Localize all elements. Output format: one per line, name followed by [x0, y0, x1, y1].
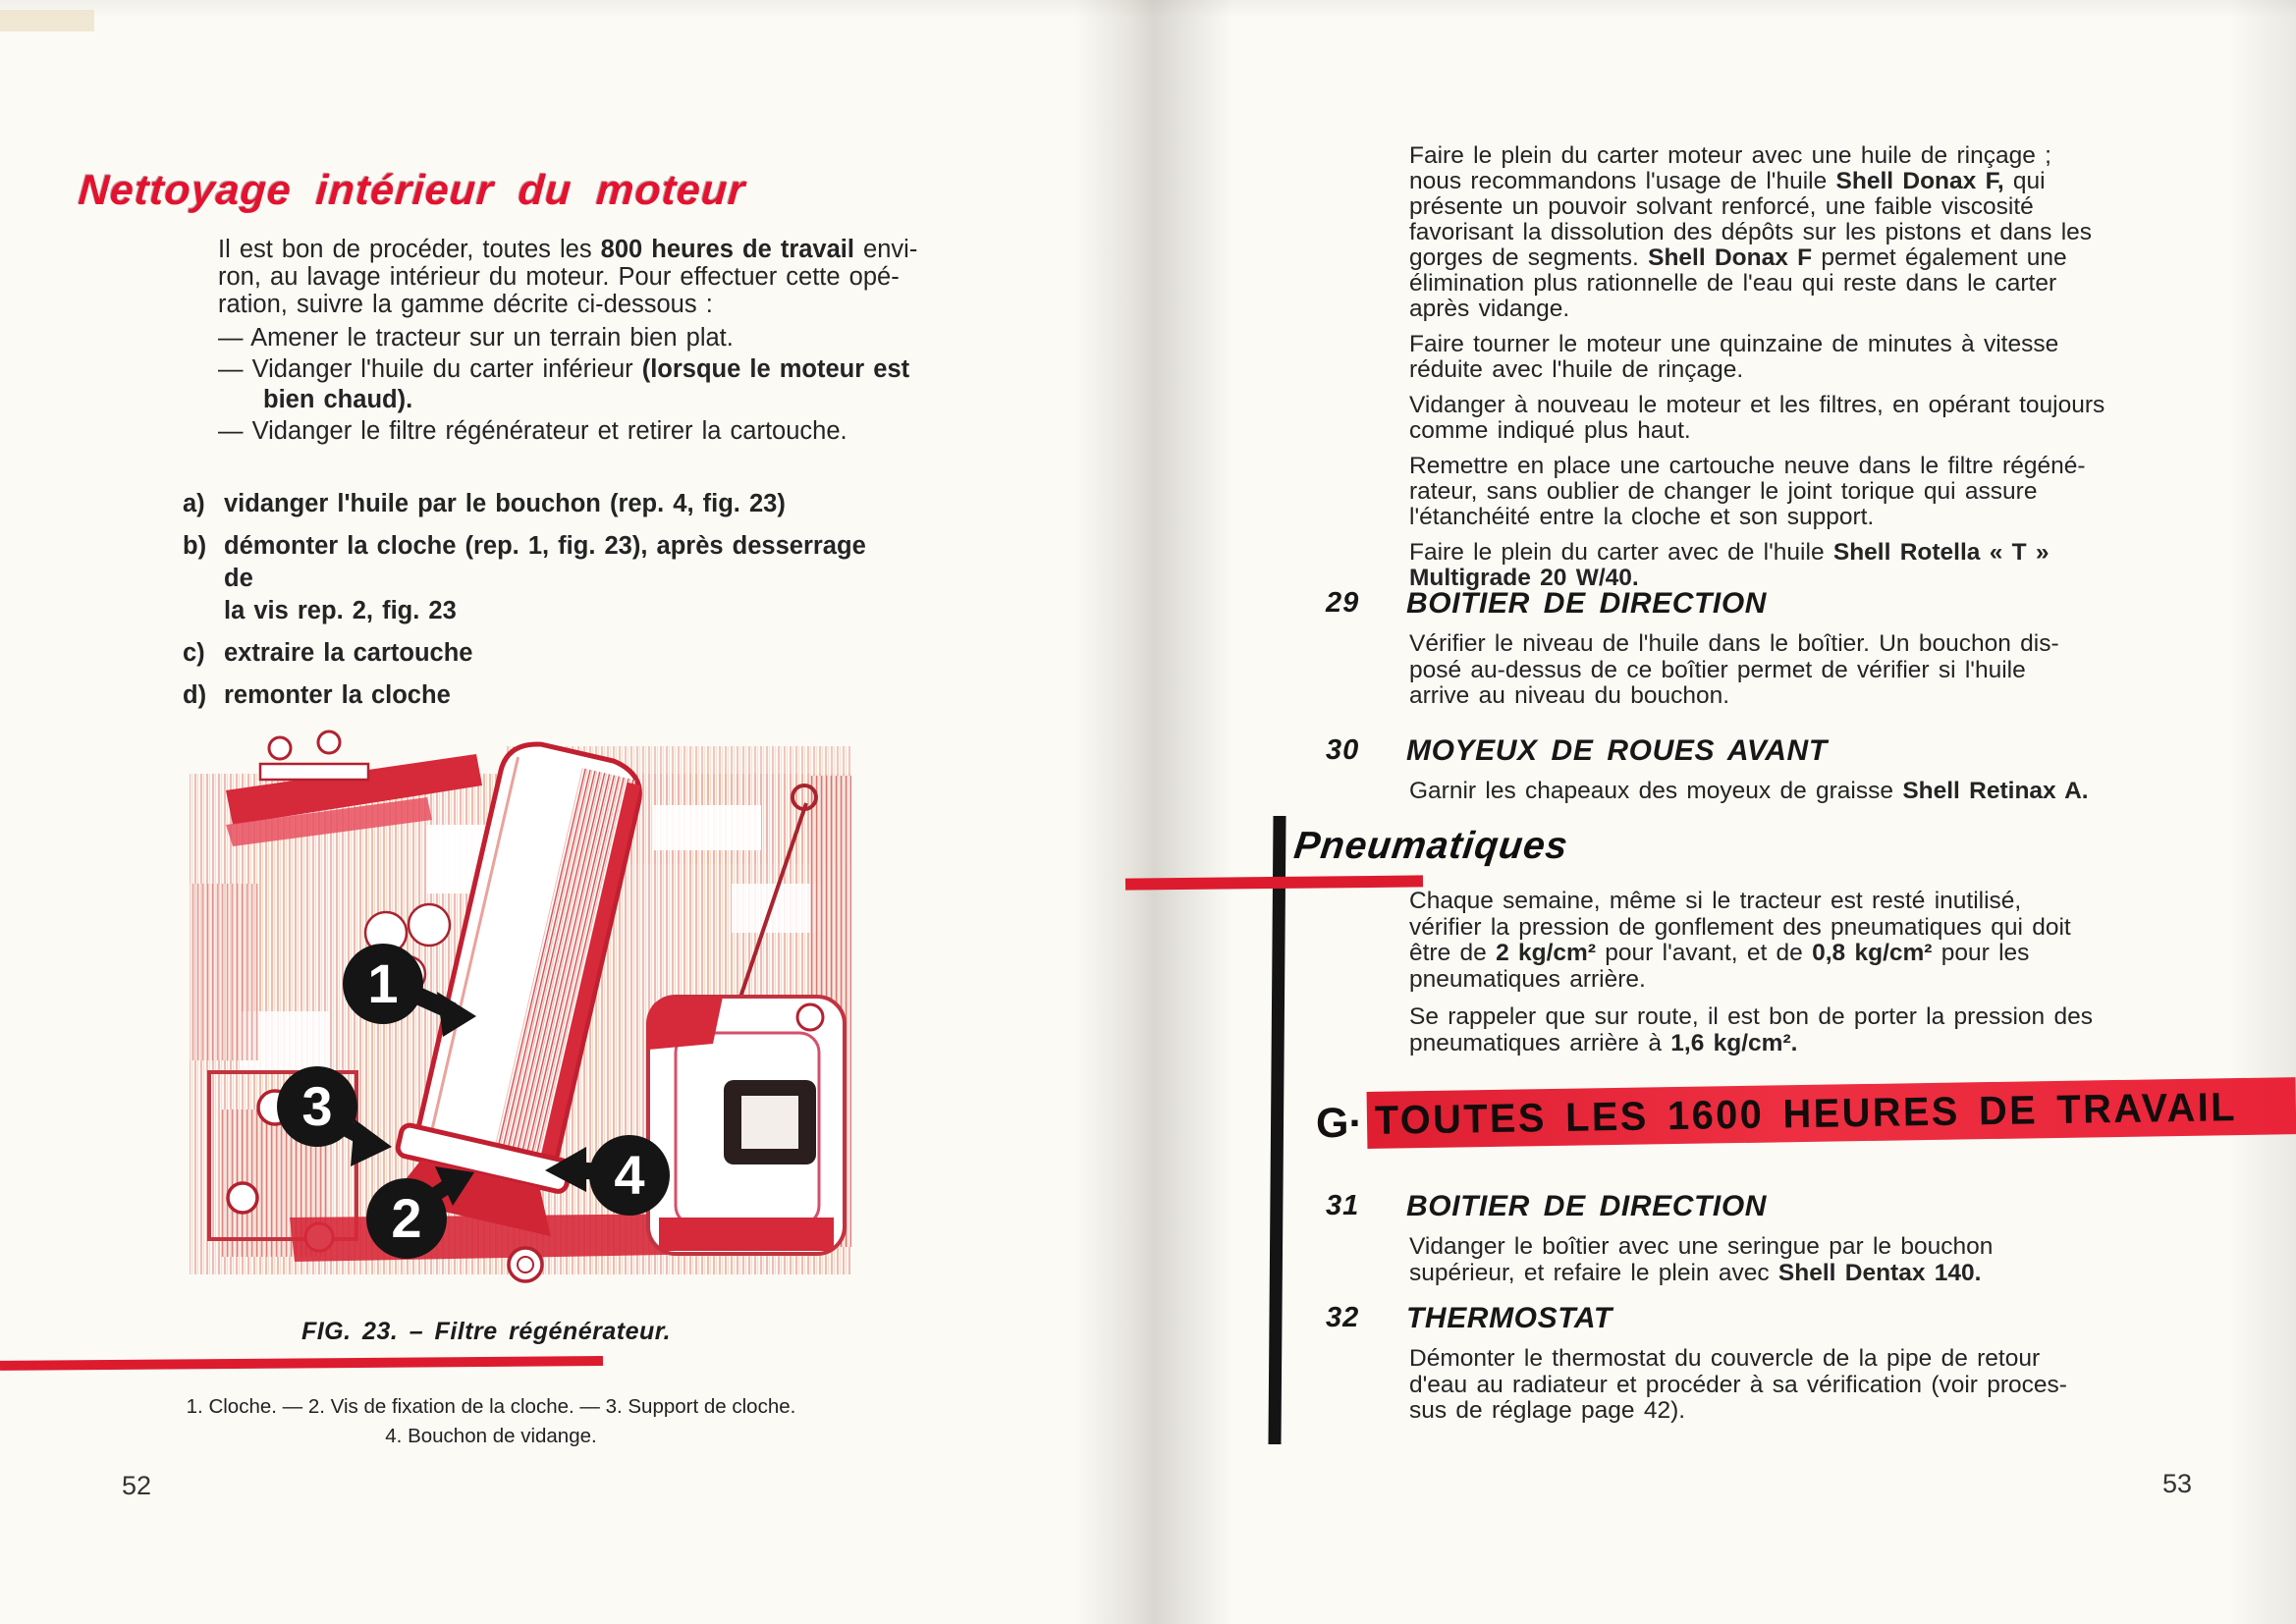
section-heading [1326, 1190, 2141, 1223]
section-number: 30 [1326, 734, 1360, 766]
section-29 [1326, 587, 2141, 710]
section-31 [1326, 1190, 2141, 1286]
intro-paragraph: Il est bon de procéder, toutes les 800 heures de travail envi- ron, au lavage intérieur du moteur. Pour effectuer cette opé- ration, suivre la gamme décrite ci-dessous : [218, 236, 918, 318]
figure-23-illustration [182, 687, 859, 1288]
section-heading [1326, 587, 2141, 621]
filter-diagram [182, 687, 859, 1288]
item-label: b) [183, 532, 207, 560]
paragraph: Remettre en place une cartouche neuve dans le filtre régéné- rateur, sans oublier de changer le joint torique qui assure l'étanchéité entre la cloche et son support. [1409, 453, 2086, 530]
section-title: THERMOSTAT [1406, 1302, 1613, 1334]
item-label: a) [183, 490, 205, 517]
section-30 [1326, 734, 2141, 805]
page-title: Nettoyage intérieur du moteur [77, 167, 747, 214]
section-body: Vidanger le boîtier avec une seringue par le bouchon supérieur, et refaire le plein avec Shell Dentax 140. [1409, 1233, 1994, 1286]
vertical-rule [1268, 816, 1285, 1444]
list-item [183, 488, 890, 520]
section-number: 31 [1326, 1190, 1360, 1221]
pneumatiques-heading: Pneumatiques [1291, 825, 1571, 867]
figure-legend [147, 1392, 835, 1451]
section-body: Démonter le thermostat du couvercle de la pipe de retour d'eau au radiateur et procéder à sa vérification (voir proces- sus de réglage page 42). [1409, 1345, 2067, 1424]
item-text: démonter la cloche (rep. 1, fig. 23), après desserrage de la vis rep. 2, fig. 23 [224, 532, 866, 624]
item-label: c) [183, 639, 205, 667]
list-item: — Vidanger l'huile du carter inférieur (lorsque le moteur est bien chaud). [218, 355, 910, 413]
callout-4-number: 4 [614, 1144, 645, 1206]
right-column-paragraphs [1409, 143, 2131, 601]
callout-3-number: 3 [301, 1075, 333, 1137]
list-item: — Amener le tracteur sur un terrain bien plat. [218, 324, 734, 352]
chapter-letter: G· [1316, 1100, 1363, 1147]
section-title: BOITIER DE DIRECTION [1406, 587, 1768, 620]
section-32 [1326, 1302, 2141, 1425]
red-rule [1125, 875, 1423, 890]
section-title: BOITIER DE DIRECTION [1406, 1190, 1768, 1222]
item-text: remonter la cloche [224, 681, 451, 709]
pneumatiques-paragraph: Chaque semaine, même si le tracteur est resté inutilisé, vérifier la pression de gonflement des pneumatiques qui doit être de 2 kg/cm² pour l'avant, et de 0,8 kg/cm² pour les pneumatiques arrière. [1409, 888, 2071, 993]
page-number-right: 53 [2162, 1469, 2193, 1498]
legend-line: 4. Bouchon de vidange. [385, 1425, 597, 1447]
legend-line: 1. Cloche. — 2. Vis de fixation de la cloche. — 3. Support de cloche. [186, 1395, 796, 1418]
figure-caption: FIG. 23. – Filtre régénérateur. [301, 1318, 672, 1345]
section-number: 32 [1326, 1302, 1360, 1333]
section-body: Vérifier le niveau de l'huile dans le boîtier. Un bouchon dis- posé au-dessus de ce boîtier permet de vérifier si l'huile arrive au niveau du bouchon. [1409, 630, 2059, 709]
paragraph: Faire le plein du carter avec de l'huile Shell Rotella « T » Multigrade 20 W/40. [1409, 539, 2050, 591]
generator [648, 997, 845, 1254]
page-number-left: 52 [122, 1471, 152, 1500]
paragraph: Faire tourner le moteur une quinzaine de minutes à vitesse réduite avec l'huile de rinçage. [1409, 331, 2059, 383]
pneumatiques-paragraph: Se rappeler que sur route, il est bon de porter la pression des pneumatiques arrière à 1,6 kg/cm². [1409, 1003, 2093, 1056]
scan-artifact-strip [0, 10, 94, 31]
paragraph: Faire le plein du carter moteur avec une huile de rinçage ; nous recommandons l'usage de l'huile Shell Donax F, qui présente un pouvoir solvant renforcé, une faible viscosité favorisant la dissolution des dépôts sur les pistons et dans les gorges de segments. Shell Donax F permet également une élimination plus rationnelle de l'eau qui reste dans le carter après vidange. [1409, 142, 2093, 322]
section-heading [1326, 1302, 2141, 1335]
chapter-banner-band [1367, 1077, 2296, 1149]
item-text: extraire la cartouche [224, 639, 473, 667]
list-item [183, 530, 890, 627]
section-number: 29 [1326, 587, 1360, 619]
section-heading [1326, 734, 2141, 768]
red-rule [0, 1356, 603, 1371]
callout-2-number: 2 [391, 1187, 422, 1249]
item-label: d) [183, 681, 207, 709]
item-text: vidanger l'huile par le bouchon (rep. 4, fig. 23) [224, 490, 786, 517]
callout-1-number: 1 [367, 952, 399, 1014]
section-body: Garnir les chapeaux des moyeux de graisse Shell Retinax A. [1409, 778, 2089, 804]
paragraph: Vidanger à nouveau le moteur et les filtres, en opérant toujours comme indiqué plus haut. [1409, 392, 2105, 444]
section-title: MOYEUX DE ROUES AVANT [1406, 734, 1828, 767]
list-item: — Vidanger le filtre régénérateur et retirer la cartouche. [218, 417, 847, 445]
chapter-banner-text: TOUTES LES 1600 HEURES DE TRAVAIL [1374, 1083, 2238, 1143]
list-item [183, 637, 890, 670]
dash-list [218, 323, 974, 448]
